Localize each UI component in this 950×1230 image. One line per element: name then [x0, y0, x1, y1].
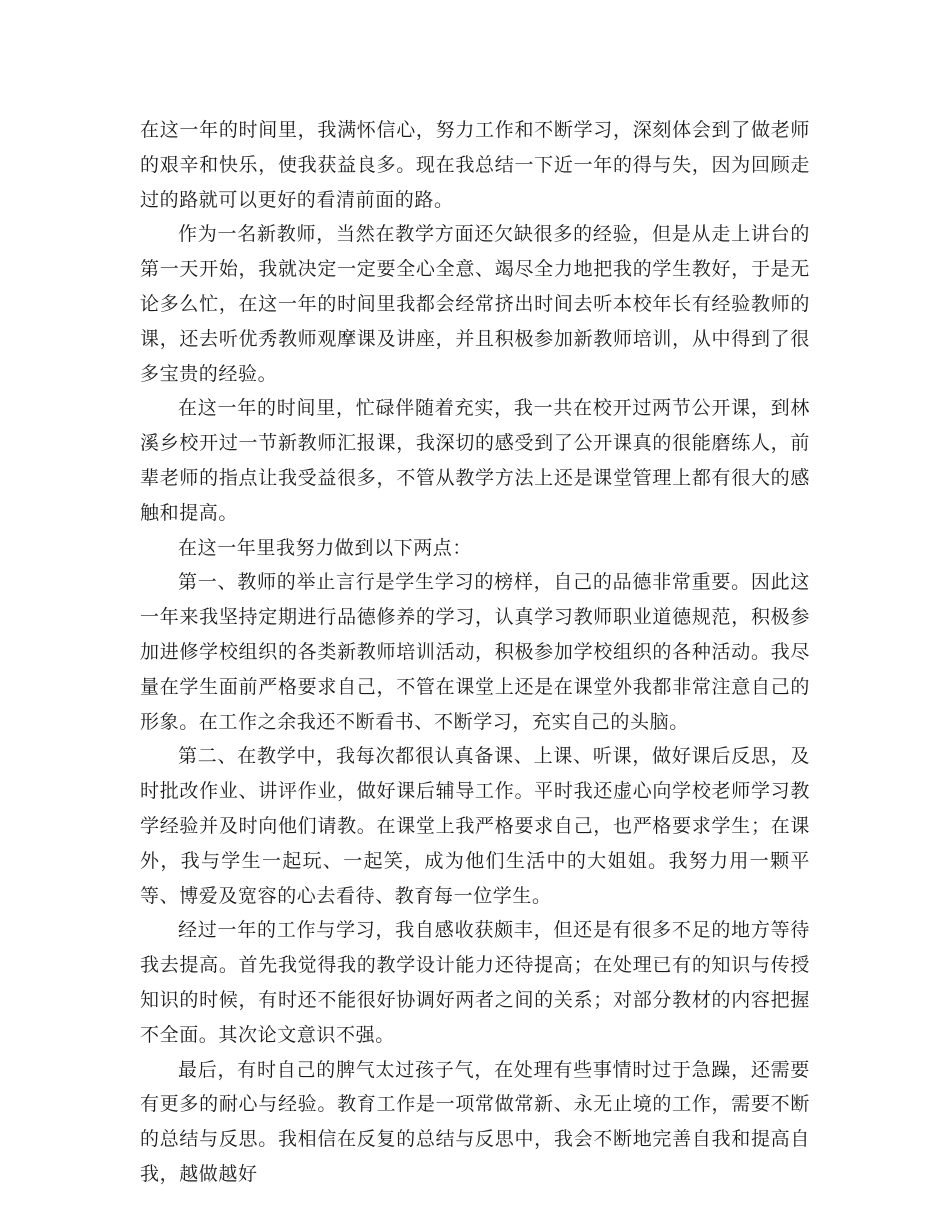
- paragraph: 第一、教师的举止言行是学生学习的榜样，自己的品德非常重要。因此这一年来我坚持定期进行品德修养的学习，认真学习教师职业道德规范，积极参加进修学校组织的各类新教师培训活动，积极参加学校组织的各种活动。我尽量在学生面前严格要求自己，不管在课堂上还是在课堂外我都非常注意自己的形象。在工作之余我还不断看书、不断学习，充实自己的头脑。: [140, 571, 810, 733]
- paragraph: 在这一年里我努力做到以下两点：: [178, 536, 473, 559]
- paragraph: 作为一名新教师，当然在教学方面还欠缺很多的经验，但是从走上讲台的第一天开始，我就决定一定要全心全意、竭尽全力地把我的学生教好，于是无论多么忙，在这一年的时间里我都会经常挤出时间去听本校年长有经验教师的课，还去听优秀教师观摩课及讲座，并且积极参加新教师培训，从中得到了很多宝贵的经验。: [140, 223, 810, 385]
- paragraph: 经过一年的工作与学习，我自感收获颇丰，但还是有很多不足的地方等待我去提高。首先我觉得我的教学设计能力还待提高；在处理已有的知识与传授知识的时候，有时还不能很好协调好两者之间的关系；对部分教材的内容把握不全面。其次论文意识不强。: [140, 919, 810, 1046]
- paragraph: 在这一年的时间里，忙碌伴随着充实，我一共在校开过两节公开课，到林溪乡校开过一节新教师汇报课，我深切的感受到了公开课真的很能磨练人，前辈老师的指点让我受益很多，不管从教学方法上还是课堂管理上都有很大的感触和提高。: [140, 397, 810, 524]
- document-body: [140, 113, 810, 1192]
- paragraph: 第二、在教学中，我每次都很认真备课、上课、听课，做好课后反思，及时批改作业、讲评作业，做好课后辅导工作。平时我还虚心向学校老师学习教学经验并及时向他们请教。在课堂上我严格要求自己，也严格要求学生；在课外，我与学生一起玩、一起笑，成为他们生活中的大姐姐。我努力用一颗平等、博爱及宽容的心去看待、教育每一位学生。: [140, 745, 810, 907]
- paragraph: 在这一年的时间里，我满怀信心，努力工作和不断学习，深刻体会到了做老师的艰辛和快乐，使我获益良多。现在我总结一下近一年的得与失，因为回顾走过的路就可以更好的看清前面的路。: [140, 119, 810, 211]
- paragraph: 最后，有时自己的脾气太过孩子气，在处理有些事情时过于急躁，还需要有更多的耐心与经验。教育工作是一项常做常新、永无止境的工作，需要不断的总结与反思。我相信在反复的总结与反思中，我会不断地完善自我和提高自我，越做越好: [140, 1058, 810, 1185]
